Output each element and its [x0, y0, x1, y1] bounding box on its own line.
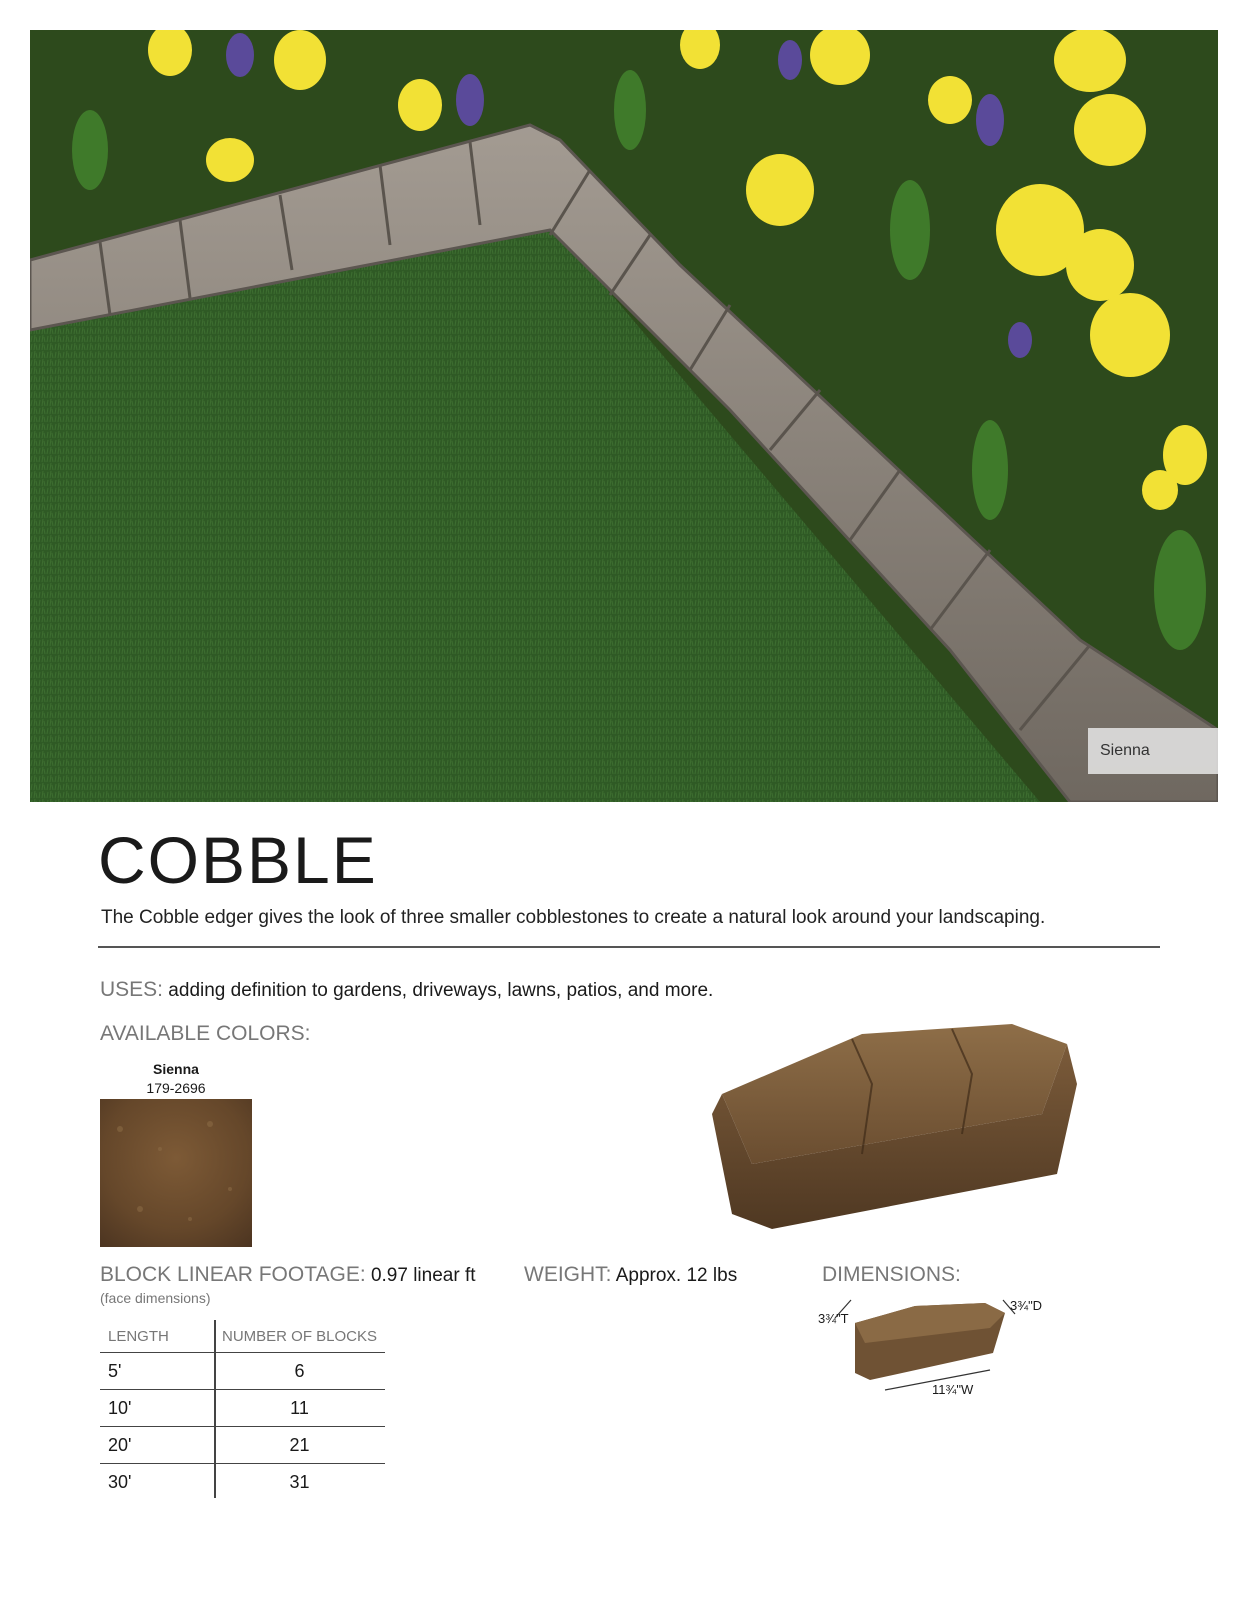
table-row — [100, 1427, 385, 1464]
color-tag: Sienna — [1088, 728, 1218, 774]
cell-blocks: 21 — [289, 1434, 310, 1455]
dim-thickness: 3¾"T — [818, 1311, 849, 1326]
uses-label: USES: — [100, 978, 164, 1001]
colors-heading: AVAILABLE COLORS: — [100, 1022, 311, 1045]
swatch-name: Sienna — [153, 1061, 199, 1077]
table-divider — [214, 1320, 216, 1498]
table-row — [100, 1390, 385, 1427]
header-blocks: NUMBER OF BLOCKS — [221, 1327, 378, 1345]
table-row — [100, 1353, 385, 1390]
weight-label: WEIGHT: — [524, 1263, 612, 1286]
footage-label: BLOCK LINEAR FOOTAGE: — [100, 1263, 366, 1286]
divider — [98, 946, 1160, 948]
cell-length: 10' — [108, 1397, 132, 1418]
cell-length: 5' — [108, 1360, 122, 1381]
dimensions-heading: DIMENSIONS: — [822, 1263, 961, 1286]
table-header — [100, 1320, 385, 1353]
header-length: LENGTH — [108, 1327, 169, 1345]
weight — [524, 1263, 737, 1287]
table-row — [100, 1464, 385, 1500]
footage-note: (face dimensions) — [100, 1290, 211, 1306]
footage-value: 0.97 linear ft — [365, 1265, 476, 1286]
swatch-code: 179-2696 — [146, 1080, 206, 1096]
color-swatch-sienna — [100, 1099, 252, 1247]
cell-length: 30' — [108, 1471, 132, 1492]
cell-length: 20' — [108, 1434, 132, 1455]
cell-blocks: 6 — [294, 1360, 305, 1381]
product-title: COBBLE — [98, 823, 378, 897]
linear-footage — [100, 1263, 476, 1287]
product-description: The Cobble edger gives the look of three smaller cobblestones to create a natural look around your landscaping. — [101, 907, 1046, 928]
garden-edging-illustration — [30, 30, 1218, 802]
weight-value: Approx. 12 lbs — [611, 1265, 738, 1286]
cobble-block-image — [712, 1024, 1082, 1239]
uses-text: adding definition to gardens, driveways, lawns, patios, and more. — [163, 980, 714, 1001]
blocks-table — [100, 1320, 385, 1500]
dim-width: 11¾"W — [932, 1382, 974, 1397]
hero-photo — [30, 30, 1218, 802]
cell-blocks: 31 — [289, 1471, 310, 1492]
cell-blocks: 11 — [290, 1397, 309, 1418]
dim-depth: 3¾"D — [1010, 1298, 1043, 1313]
uses-line — [100, 978, 713, 1002]
